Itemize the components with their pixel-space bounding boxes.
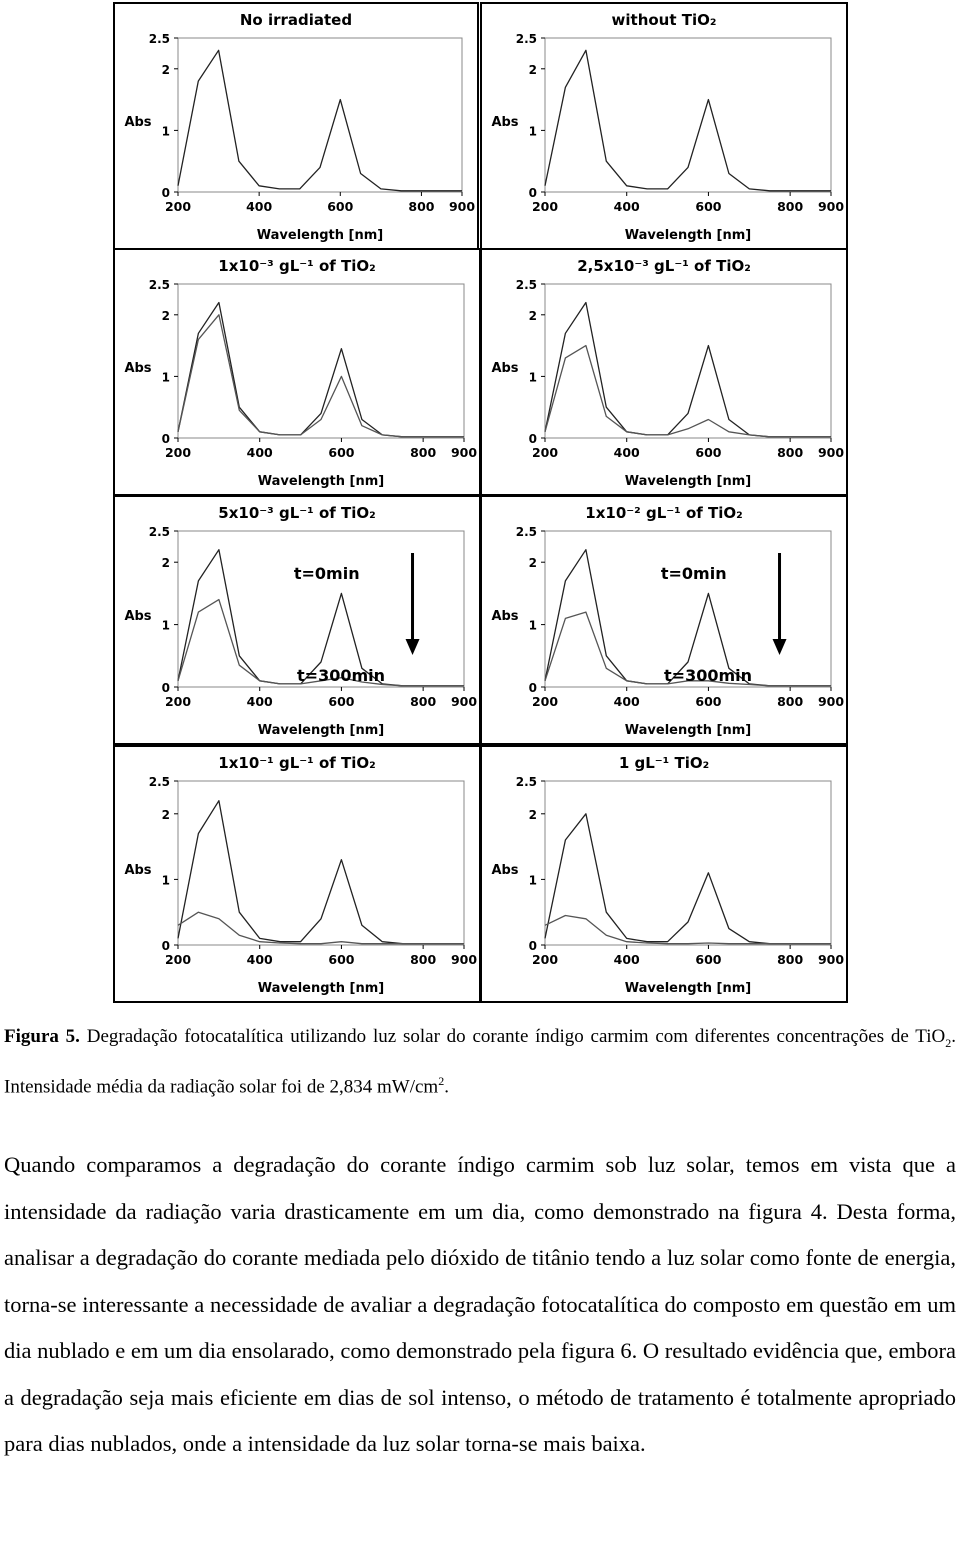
panel-5-xtick-label: 200: [164, 694, 192, 709]
caption-sub: 2: [945, 1035, 952, 1050]
panel-1-xtick-label: 600: [327, 199, 354, 214]
panel-2-xtick-label: 200: [531, 199, 559, 214]
caption-sup: 2: [438, 1073, 445, 1088]
panel-8-ytick-label: 1: [528, 873, 537, 888]
panel-6-ytick-label: 2: [528, 556, 537, 571]
panel-5-annotation-end: t=300min: [297, 666, 386, 685]
panel-6-xtick-label: 900: [817, 694, 845, 709]
figure-caption: [4, 1018, 956, 1106]
panel-5-ytick-label: 2.5: [148, 525, 170, 539]
panel-2-xtick-label: 800: [777, 199, 804, 214]
panel-5-title: 5x10⁻³ gL⁻¹ of TiO₂: [218, 504, 376, 522]
body-paragraph: Quando comparamos a degradação do corante índigo carmim sob luz solar, temos em vista que a intensidade da radiação varia drasticamente em um dia, como demonstrado na figura 4. Desta forma, analisar a degradação do corante mediada pelo dióxido de titânio tendo a luz solar como fonte de energia, torna-se interessante a necessidade de avaliar a degradação fotocatalítica do composto em questão em um dia nublado e em um dia ensolarado, como demonstrado pela figura 6. O resultado evidência que, embora a degradação seja mais eficiente em dias de sol intenso, o método de tratamento é totalmente apropriado para dias nublados, onde a intensidade da luz solar torna-se mais baixa.: [4, 1152, 956, 1456]
panel-8-ylabel: Abs: [491, 863, 519, 878]
panel-8-title: 1 gL⁻¹ TiO₂: [618, 754, 710, 772]
panel-3-ytick-label: 2: [161, 308, 170, 323]
panel-8-xtick-label: 400: [613, 952, 640, 967]
panel-4-xtick-label: 900: [817, 445, 845, 460]
panel-3-xtick-label: 200: [164, 445, 192, 460]
panel-6-ylabel: Abs: [491, 609, 519, 624]
panel-6-xlabel: Wavelength [nm]: [624, 723, 752, 738]
panel-6-ytick-label: 0: [528, 681, 537, 695]
panel-2-ytick-label: 0: [528, 186, 537, 200]
panel-7-ytick-label: 0: [161, 939, 170, 953]
panel-6-annotation-end: t=300min: [664, 666, 753, 685]
panel-6-annotation-start: t=0min: [660, 564, 727, 583]
panel-3-ylabel: Abs: [124, 361, 152, 376]
panel-1-ytick-label: 0: [161, 186, 170, 200]
panel-6-xtick-label: 200: [531, 694, 559, 709]
panel-3-ytick-label: 0: [161, 432, 170, 446]
panel-2-xtick-label: 400: [613, 199, 640, 214]
panel-1-xlabel: Wavelength [nm]: [256, 228, 384, 243]
panel-4-xtick-label: 600: [695, 445, 722, 460]
panel-5-ytick-label: 1: [161, 618, 170, 633]
panel-2-xlabel: Wavelength [nm]: [624, 228, 752, 243]
panel-3-xtick-label: 400: [246, 445, 273, 460]
panel-5-ytick-label: 2: [161, 556, 170, 571]
panel-3-xtick-label: 900: [450, 445, 478, 460]
caption-text-b: . Intensidade média da radiação solar foi de 2,834 mW/cm: [4, 1026, 956, 1098]
panel-3-ytick-label: 1: [161, 370, 170, 385]
panel-2-ytick-label: 2.5: [515, 32, 537, 46]
panel-4-ytick-label: 0: [528, 432, 537, 446]
caption-text-c: .: [444, 1076, 449, 1098]
panel-7-ytick-label: 1: [161, 873, 170, 888]
panel-3-title: 1x10⁻³ gL⁻¹ of TiO₂: [218, 257, 376, 275]
panel-3-xtick-label: 800: [410, 445, 437, 460]
panel-4-title: 2,5x10⁻³ gL⁻¹ of TiO₂: [577, 257, 751, 275]
panel-7-xtick-label: 900: [450, 952, 478, 967]
panel-2-ytick-label: 2: [528, 62, 537, 77]
panel-8-ytick-label: 2.5: [515, 775, 537, 789]
panel-4-ylabel: Abs: [491, 361, 519, 376]
panel-6-ytick-label: 2.5: [515, 525, 537, 539]
panel-4-ytick-label: 1: [528, 370, 537, 385]
panel-4-xlabel: Wavelength [nm]: [624, 474, 752, 489]
panel-1-ytick-label: 2.5: [148, 32, 170, 46]
panel-5-xtick-label: 800: [410, 694, 437, 709]
panel-7-ylabel: Abs: [124, 863, 152, 878]
caption-text-a: Degradação fotocatalítica utilizando luz solar do corante índigo carmim com diferentes concentrações de TiO: [79, 1026, 946, 1047]
panel-1-ytick-label: 2: [161, 62, 170, 77]
panel-2-ytick-label: 1: [528, 124, 537, 139]
panel-5-ytick-label: 0: [161, 681, 170, 695]
panel-3-ytick-label: 2.5: [148, 278, 170, 292]
panel-5-xtick-label: 400: [246, 694, 273, 709]
panel-3-xlabel: Wavelength [nm]: [257, 474, 385, 489]
panel-7-xtick-label: 600: [328, 952, 355, 967]
panel-8-xtick-label: 600: [695, 952, 722, 967]
panel-6-xtick-label: 800: [777, 694, 804, 709]
panel-6-xtick-label: 400: [613, 694, 640, 709]
panel-6-ytick-label: 1: [528, 618, 537, 633]
panel-1-xtick-label: 200: [164, 199, 192, 214]
panel-5-xtick-label: 900: [450, 694, 478, 709]
panel-2-title: without TiO₂: [611, 11, 717, 29]
panel-2-ylabel: Abs: [491, 115, 519, 130]
panel-4-xtick-label: 200: [531, 445, 559, 460]
panel-6-xtick-label: 600: [695, 694, 722, 709]
panel-2-xtick-label: 600: [695, 199, 722, 214]
panel-5-xtick-label: 600: [328, 694, 355, 709]
panel-7-xtick-label: 200: [164, 952, 192, 967]
panel-1-title: No irradiated: [239, 11, 353, 29]
panel-7-ytick-label: 2: [161, 807, 170, 822]
panel-4-ytick-label: 2.5: [515, 278, 537, 292]
panel-7-xlabel: Wavelength [nm]: [257, 981, 385, 996]
panel-7-title: 1x10⁻¹ gL⁻¹ of TiO₂: [218, 754, 376, 772]
panel-4-xtick-label: 800: [777, 445, 804, 460]
panel-6-title: 1x10⁻² gL⁻¹ of TiO₂: [585, 504, 743, 522]
panel-1-xtick-label: 900: [448, 199, 476, 214]
panel-1-ylabel: Abs: [124, 115, 152, 130]
panel-8-xtick-label: 900: [817, 952, 845, 967]
panel-1-xtick-label: 400: [246, 199, 273, 214]
panel-5-annotation-start: t=0min: [293, 564, 360, 583]
panel-4-xtick-label: 400: [613, 445, 640, 460]
panel-5-ylabel: Abs: [124, 609, 152, 624]
caption-label: Figura 5.: [4, 1026, 80, 1047]
panel-2-xtick-label: 900: [817, 199, 845, 214]
panel-8-xlabel: Wavelength [nm]: [624, 981, 752, 996]
panel-4-ytick-label: 2: [528, 308, 537, 323]
panel-1-xtick-label: 800: [408, 199, 435, 214]
panel-8-ytick-label: 2: [528, 807, 537, 822]
panel-3-xtick-label: 600: [328, 445, 355, 460]
panel-1-ytick-label: 1: [161, 124, 170, 139]
panel-5-xlabel: Wavelength [nm]: [257, 723, 385, 738]
panel-8-xtick-label: 800: [777, 952, 804, 967]
panel-8-xtick-label: 200: [531, 952, 559, 967]
panel-8-ytick-label: 0: [528, 939, 537, 953]
panel-7-xtick-label: 800: [410, 952, 437, 967]
panel-7-xtick-label: 400: [246, 952, 273, 967]
panel-7-ytick-label: 2.5: [148, 775, 170, 789]
